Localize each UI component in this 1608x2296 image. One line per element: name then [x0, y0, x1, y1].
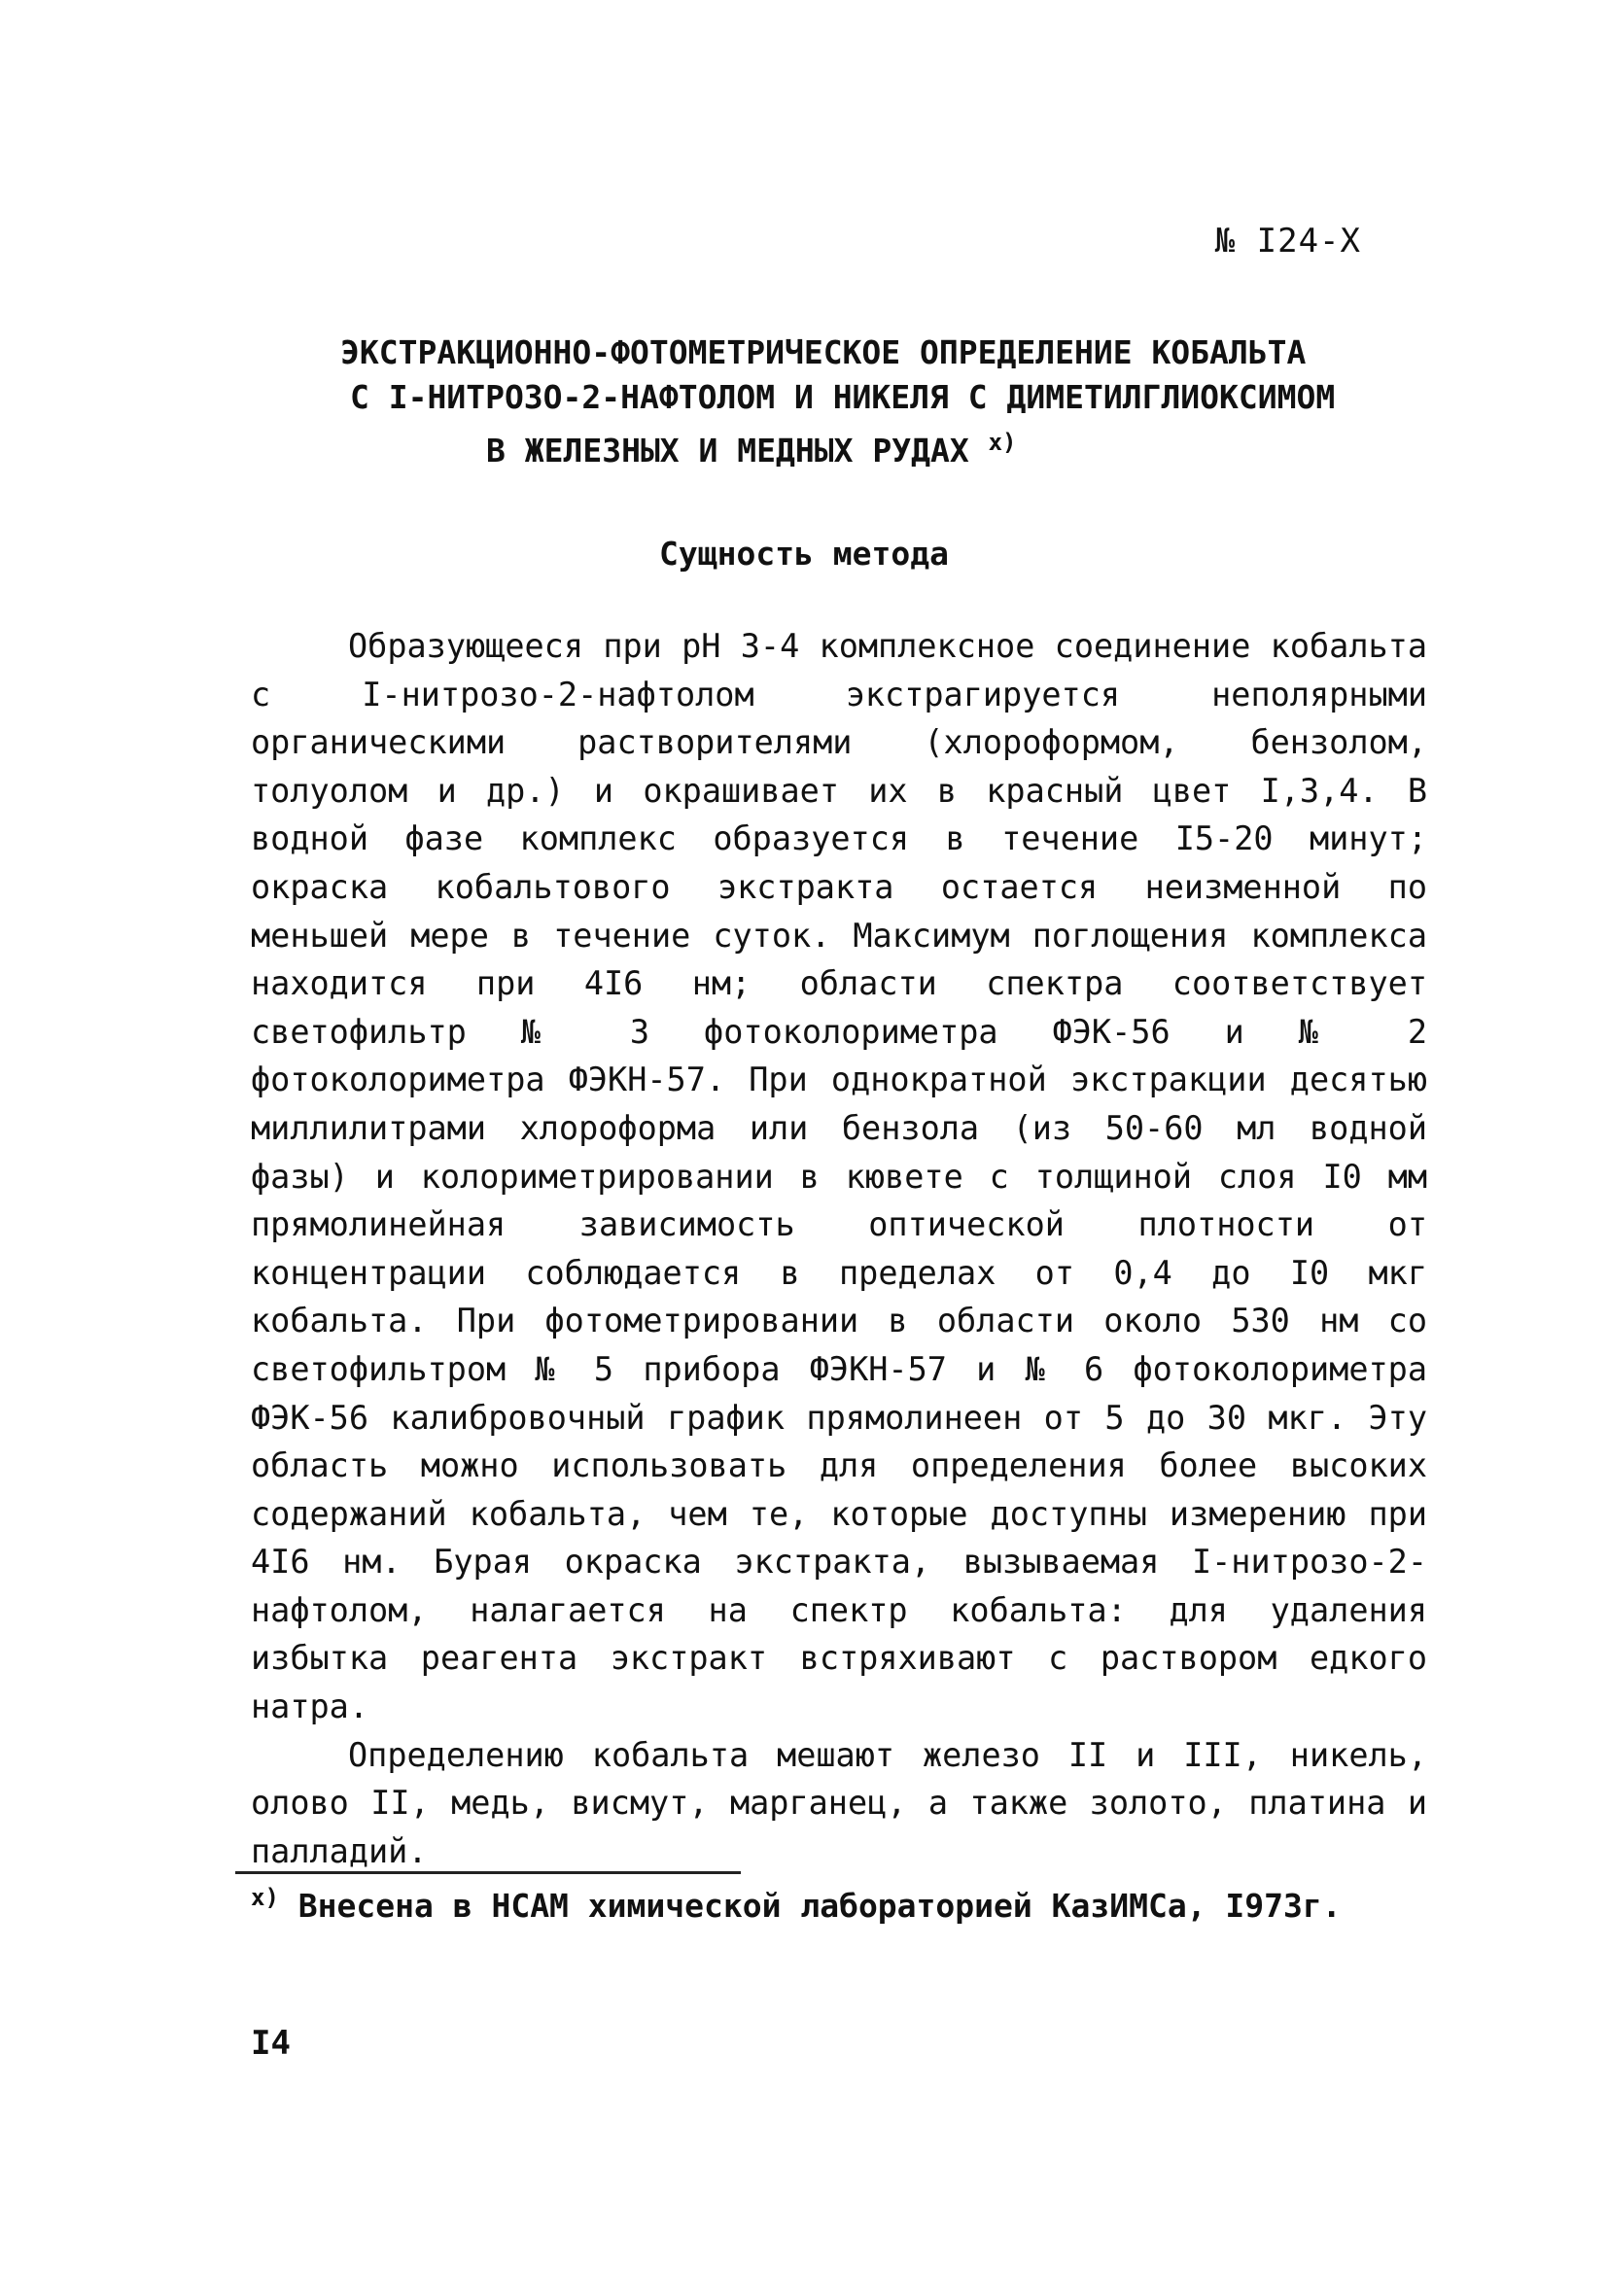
footnote-text: Внесена в НСАМ химической лабораторией КазИМСа, I973г.: [297, 1887, 1342, 1925]
section-heading: Сущность метода: [658, 535, 949, 573]
title-line-3-text: В ЖЕЛЕЗНЫХ И МЕДНЫХ РУДАХ: [486, 432, 969, 470]
footnote: [251, 1884, 1417, 1925]
title-line-3: [233, 420, 1381, 473]
document-number: № I24-X: [1214, 222, 1361, 261]
title-line-1: ЭКСТРАКЦИОННО-ФОТОМЕТРИЧЕСКОЕ ОПРЕДЕЛЕНИЕ КОБАЛЬТА: [340, 333, 1307, 371]
paragraph-1: Образующееся при pH 3-4 комплексное соединение кобальта с I-нитрозо-2-нафтолом экстрагируется неполярными органическими растворителями (хлороформом, бензолом, толуолом и др.) и окрашивает их в красный цвет I,3,4. В водной фазе комплекс образуется в течение I5-20 минут; окраска кобальтового экстракта остается неизменной по меньшей мере в течение суток. Максимум поглощения комплекса находится при 4I6 нм; области спектра соответствует светофильтр № 3 фотоколориметра ФЭК-56 и № 2 фотоколориметра ФЭКН-57. При однократной экстракции десятью миллилитрами хлороформа или бензола (из 50-60 мл водной фазы) и колориметрировании в кювете с толщиной слоя I0 мм прямолинейная зависимость оптической плотности от концентрации соблюдается в пределах от 0,4 до I0 мкг кобальта. При фотометрировании в области около 530 нм со светофильтром № 5 прибора ФЭКН-57 и № 6 фотоколориметра ФЭК-56 калибровочный график прямолинеен от 5 до 30 мкг. Эту область можно использовать для определения более высоких содержаний кобальта, чем те, которые доступны измерению при 4I6 нм. Бурая окраска экстракта, вызываемая I-нитрозо-2-нафтолом, налагается на спектр кобальта: для удаления избытка реагента экстракт встряхивают с раствором едкого натра.: [251, 627, 1427, 1726]
footnote-divider: [235, 1871, 741, 1874]
title-line-2: С I-НИТРОЗО-2-НАФТОЛОМ И НИКЕЛЯ С ДИМЕТИЛГЛИОКСИМОМ: [350, 378, 1336, 416]
body-text: [251, 622, 1427, 1875]
footnote-mark: x): [251, 1884, 279, 1911]
page-number: I4: [251, 2024, 291, 2063]
document-title: [233, 330, 1381, 473]
title-footnote-mark: x): [988, 429, 1017, 456]
paragraph-2: Определению кобальта мешают железо II и III, никель, олово II, медь, висмут, марганец, а также золото, платина и палладий.: [251, 1735, 1427, 1870]
